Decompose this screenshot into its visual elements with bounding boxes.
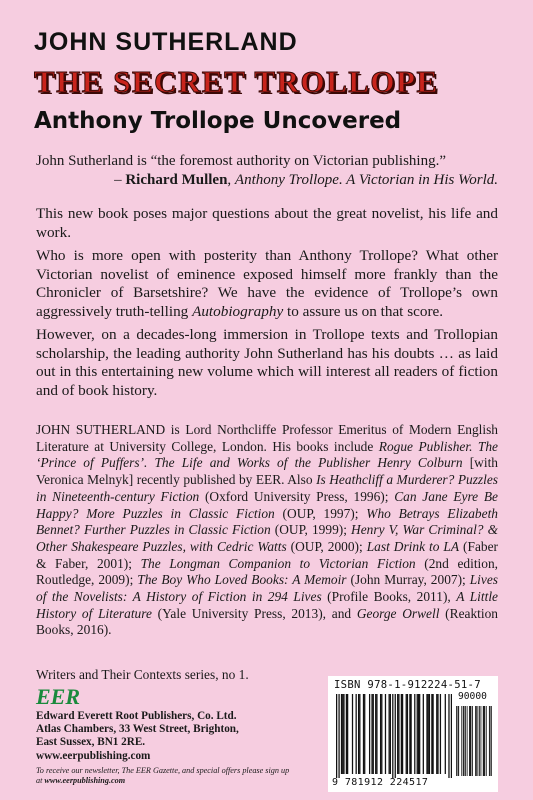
series-note: Writers and Their Contexts series, no 1. bbox=[36, 667, 249, 682]
price-bar bbox=[483, 706, 484, 776]
blurb-p2-em: Autobiography bbox=[192, 302, 284, 320]
attrib-name: Richard Mullen bbox=[125, 172, 228, 188]
attrib-dash: – bbox=[114, 172, 126, 188]
barcode-bar bbox=[423, 694, 424, 774]
barcode-bar bbox=[341, 694, 342, 774]
barcode-bar bbox=[359, 694, 360, 774]
isbn-barcode bbox=[328, 676, 498, 792]
bio-s11: (OUP, 2000); bbox=[286, 538, 367, 554]
barcode-bar bbox=[410, 694, 411, 774]
attrib-work: Anthony Trollope. A Victorian in His World. bbox=[234, 172, 498, 188]
barcode-bar bbox=[437, 694, 438, 774]
price-bar bbox=[461, 706, 462, 776]
bio-s04: Is Heathcliff a Murderer? Puzzles in Nineteenth-century Fiction bbox=[36, 472, 498, 504]
publisher-line-1: Edward Everett Root Publishers, Co. Ltd. bbox=[36, 710, 237, 722]
bio-s23: (Reaktion Books, 2016). bbox=[36, 605, 498, 638]
blurb-paragraph-2 bbox=[36, 247, 498, 321]
barcode-bar bbox=[414, 694, 415, 774]
barcode-bar bbox=[445, 694, 446, 774]
price-bar bbox=[476, 706, 477, 776]
barcode-bar bbox=[417, 694, 418, 774]
bio-s05: (Oxford University Press, 1996); bbox=[199, 488, 395, 504]
newsletter-note bbox=[36, 766, 296, 786]
barcode-bar bbox=[389, 694, 390, 774]
publisher-address bbox=[36, 710, 296, 763]
price-bar bbox=[456, 706, 457, 776]
bio-s07: (OUP, 1997); bbox=[274, 505, 367, 521]
barcode-bar bbox=[342, 694, 343, 774]
price-bar bbox=[477, 706, 478, 776]
book-title: THE SECRET TROLLOPE bbox=[34, 64, 439, 99]
bio-s14: The Longman Companion to Victorian Fiction bbox=[140, 555, 416, 571]
price-bar bbox=[467, 706, 468, 776]
barcode-bar bbox=[390, 694, 391, 774]
price-bar bbox=[458, 706, 459, 776]
newsletter-b: sign up at bbox=[36, 766, 290, 785]
blurb-paragraph-3: However, on a decades-long immersion in Trollope texts and Trollopian scholarship, the leading authority John Sutherland has his doubts … as laid out in this entertaining new volume which will interest all readers of fiction and of book history. bbox=[36, 326, 498, 399]
ean-barcode-graphic bbox=[336, 694, 452, 778]
price-bar bbox=[469, 706, 470, 776]
price-code: 90000 bbox=[458, 691, 487, 702]
author-name: JOHN SUTHERLAND bbox=[34, 28, 298, 56]
barcode-bar bbox=[352, 694, 353, 774]
barcode-bar bbox=[448, 694, 449, 778]
barcode-bar bbox=[385, 694, 386, 774]
price-bar bbox=[464, 706, 465, 776]
price-bar bbox=[489, 706, 490, 776]
barcode-bar bbox=[428, 694, 429, 774]
barcode-bar bbox=[426, 694, 427, 774]
barcode-bar bbox=[364, 694, 365, 774]
publisher-line-2: Atlas Chambers, 33 West Street, Brighton, bbox=[36, 723, 239, 736]
barcode-bar bbox=[346, 694, 347, 774]
blurb-paragraph-1: This new book poses major questions about the great novelist, his life and work. bbox=[36, 205, 498, 241]
newsletter-a: To receive our newsletter, The EER Gazette, and special offers please bbox=[36, 766, 264, 775]
barcode-bar bbox=[436, 694, 437, 774]
bio-s16: The Boy Who Loved Books: A Memoir bbox=[137, 572, 347, 588]
bio-s10: Henry V, War Criminal? & Other Shakespeare Puzzles, with Cedric Watts bbox=[36, 522, 498, 554]
barcode-bar bbox=[418, 694, 419, 774]
bio-s02: Rogue Publisher. The ‘Prince of Puffers’. The Life and Works of the Publisher Henry Colburn bbox=[36, 438, 498, 471]
bio-s18: Lives of the Novelists: A History of Fiction in 294 Lives bbox=[36, 572, 498, 605]
barcode-bar bbox=[409, 694, 410, 774]
barcode-bar bbox=[338, 694, 339, 778]
barcode-digits: 9 781912 224517 bbox=[332, 777, 429, 788]
publisher-line-3: East Sussex, BN1 2RE. bbox=[36, 736, 146, 749]
barcode-bar bbox=[440, 694, 441, 774]
blurb-p2-b: to assure us on that score. bbox=[283, 302, 444, 320]
barcode-bar bbox=[380, 694, 381, 774]
price-bar bbox=[471, 706, 472, 776]
price-bar bbox=[470, 706, 471, 776]
bio-s13: (Faber & Faber, 2001); bbox=[36, 538, 498, 571]
bio-s19: (Profile Books, 2011), bbox=[321, 589, 457, 605]
bio-s17: (John Murray, 2007); bbox=[346, 572, 470, 588]
bio-s21: (Yale University Press, 2013), and bbox=[151, 605, 357, 621]
blurb bbox=[36, 205, 498, 405]
barcode-bar bbox=[402, 694, 403, 774]
barcode-bar bbox=[358, 694, 359, 774]
barcode-bar bbox=[375, 694, 376, 774]
bio-s09: (OUP, 1999); bbox=[270, 522, 352, 538]
eer-logo: EER bbox=[36, 684, 81, 709]
barcode-bar bbox=[451, 694, 452, 778]
attrib-sep: , bbox=[227, 172, 235, 188]
price-bar bbox=[491, 706, 492, 776]
price-bar bbox=[463, 706, 464, 776]
barcode-bar bbox=[429, 694, 430, 774]
bio-s01: JOHN SUTHERLAND is Lord Northcliffe Professor Emeritus of Modern English Literature at University College, London. His books include bbox=[36, 422, 498, 454]
quote-text: John Sutherland is “the foremost authority on Victorian publishing.” bbox=[36, 153, 447, 169]
barcode-bar bbox=[369, 694, 370, 774]
barcode-bar bbox=[363, 694, 364, 774]
barcode-bar bbox=[392, 694, 393, 778]
bio-s22: George Orwell bbox=[356, 605, 440, 621]
barcode-bar bbox=[398, 694, 399, 774]
barcode-bar bbox=[406, 694, 407, 774]
blurb-p2-a: Who is more open with posterity than Anthony Trollope? What other Victorian novelist of eminence exposed himself more frankly than the Chronicler of Barsetshire? We have the evidence of Trollope’s own aggressively truth-telling bbox=[36, 247, 498, 320]
barcode-bar bbox=[401, 694, 402, 774]
newsletter-url: www.eerpublishing.com bbox=[44, 776, 126, 785]
quote-attribution bbox=[36, 171, 498, 190]
barcode-bar bbox=[432, 694, 433, 774]
author-bio bbox=[36, 422, 498, 639]
price-bar bbox=[479, 706, 480, 776]
price-bar bbox=[490, 706, 491, 776]
price-bar bbox=[472, 706, 473, 776]
bio-s08: Who Betrays Elizabeth Bennet? Further Puzzles in Classic Fiction bbox=[36, 505, 498, 538]
barcode-bar bbox=[397, 694, 398, 774]
price-bar bbox=[481, 706, 482, 776]
isbn-label: ISBN 978-1-912224-51-7 bbox=[334, 679, 481, 691]
barcode-bar bbox=[336, 694, 337, 778]
barcode-bar bbox=[371, 694, 372, 774]
price-bar bbox=[484, 706, 485, 776]
publisher-website: www.eerpublishing.com bbox=[36, 749, 151, 762]
barcode-bar bbox=[431, 694, 432, 774]
barcode-bar bbox=[347, 694, 348, 774]
price-barcode-graphic bbox=[456, 706, 492, 776]
price-bar bbox=[484, 706, 485, 776]
price-bar bbox=[458, 706, 459, 776]
barcode-bar bbox=[356, 694, 357, 774]
endorsement-quote bbox=[36, 152, 498, 190]
barcode-bar bbox=[343, 694, 344, 774]
bio-s15: (2nd edition, Routledge, 2009); bbox=[36, 555, 498, 588]
barcode-bar bbox=[373, 694, 374, 774]
barcode-bar bbox=[407, 694, 408, 774]
bio-s20: A Little History of Literature bbox=[36, 589, 499, 621]
price-bar bbox=[486, 706, 487, 776]
bio-s03: [with Veronica Melnyk] recently published by EER. Also bbox=[36, 455, 498, 488]
bio-s06: Can Jane Eyre Be Happy? More Puzzles in Classic Fiction bbox=[36, 488, 498, 521]
price-bar bbox=[465, 706, 466, 776]
bio-s12: Last Drink to LA bbox=[366, 538, 460, 554]
price-bar bbox=[475, 706, 476, 776]
barcode-bar bbox=[419, 694, 420, 774]
book-subtitle: Anthony Trollope Uncovered bbox=[34, 108, 402, 134]
barcode-bar bbox=[376, 694, 377, 774]
barcode-bar bbox=[381, 694, 382, 774]
barcode-bar bbox=[395, 694, 396, 778]
